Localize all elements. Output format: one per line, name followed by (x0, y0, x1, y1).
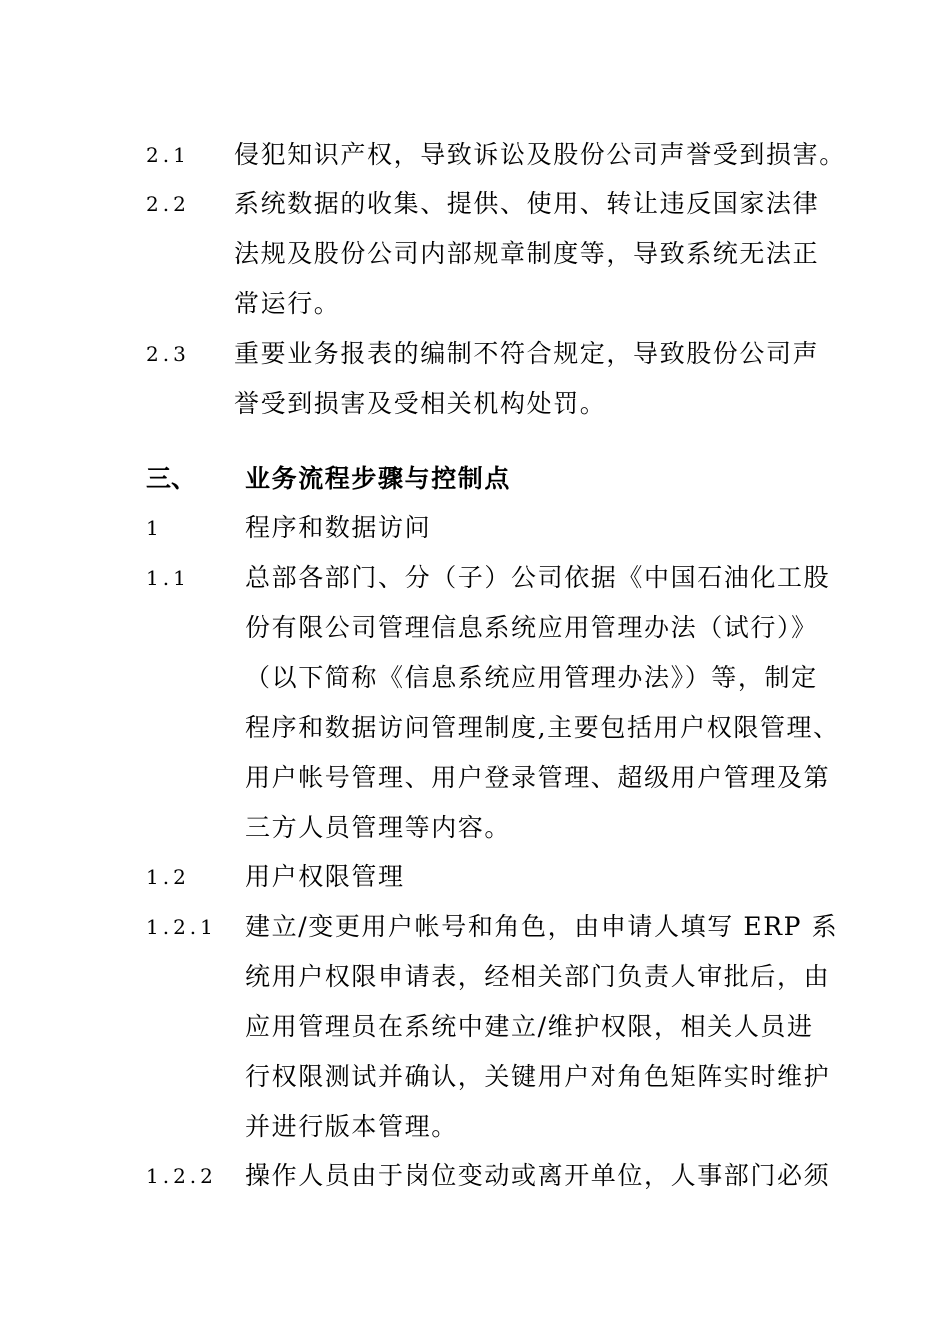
item-text-line: 常运行。 (234, 289, 341, 318)
item-text-line: 行权限测试并确认，关键用户对角色矩阵实时维护 (245, 1062, 831, 1091)
item-text-line: 法规及股份公司内部规章制度等，导致系统无法正 (234, 239, 820, 268)
item-text-line: （以下简称《信息系统应用管理办法》）等，制定 (245, 663, 818, 692)
section-title: 业务流程步骤与控制点 (245, 464, 512, 493)
item-text-line: 并进行版本管理。 (245, 1112, 458, 1141)
item-text-line: 程序和数据访问 (245, 513, 432, 542)
item-text-line: 份有限公司管理信息系统应用管理办法（试行）》 (245, 613, 818, 642)
item-number: 2.2 (146, 192, 190, 216)
item-text-line: 统用户权限申请表，经相关部门负责人审批后，由 (245, 962, 831, 991)
item-text-line: 用户权限管理 (245, 862, 405, 891)
item-number: 1 (146, 516, 163, 540)
item-number: 2.1 (146, 143, 190, 167)
item-text-line: 操作人员由于岗位变动或离开单位，人事部门必须 (245, 1161, 831, 1190)
item-text-line: 誉受到损害及受相关机构处罚。 (234, 389, 607, 418)
item-number: 1.1 (146, 566, 190, 590)
item-text-line: 应用管理员在系统中建立/维护权限，相关人员进 (245, 1012, 814, 1041)
item-text-line: 三方人员管理等内容。 (245, 813, 512, 842)
item-number: 1.2.2 (146, 1164, 217, 1188)
item-text-line: 系统数据的收集、提供、使用、转让违反国家法律 (234, 189, 820, 218)
item-text-line: 侵犯知识产权，导致诉讼及股份公司声誉受到损害。 (234, 140, 846, 169)
item-number: 1.2.1 (146, 915, 217, 939)
item-text-line: 程序和数据访问管理制度,主要包括用户权限管理、 (245, 713, 840, 742)
item-number: 1.2 (146, 865, 190, 889)
item-text-line: 重要业务报表的编制不符合规定，导致股份公司声 (234, 339, 820, 368)
item-text-line: 建立/变更用户帐号和角色，由申请人填写 ERP 系 (245, 912, 839, 941)
item-text-line: 总部各部门、分（子）公司依据《中国石油化工股 (245, 563, 831, 592)
section-number: 三、 (146, 464, 197, 493)
item-text-line: 用户帐号管理、用户登录管理、超级用户管理及第 (245, 763, 831, 792)
item-number: 2.3 (146, 342, 190, 366)
